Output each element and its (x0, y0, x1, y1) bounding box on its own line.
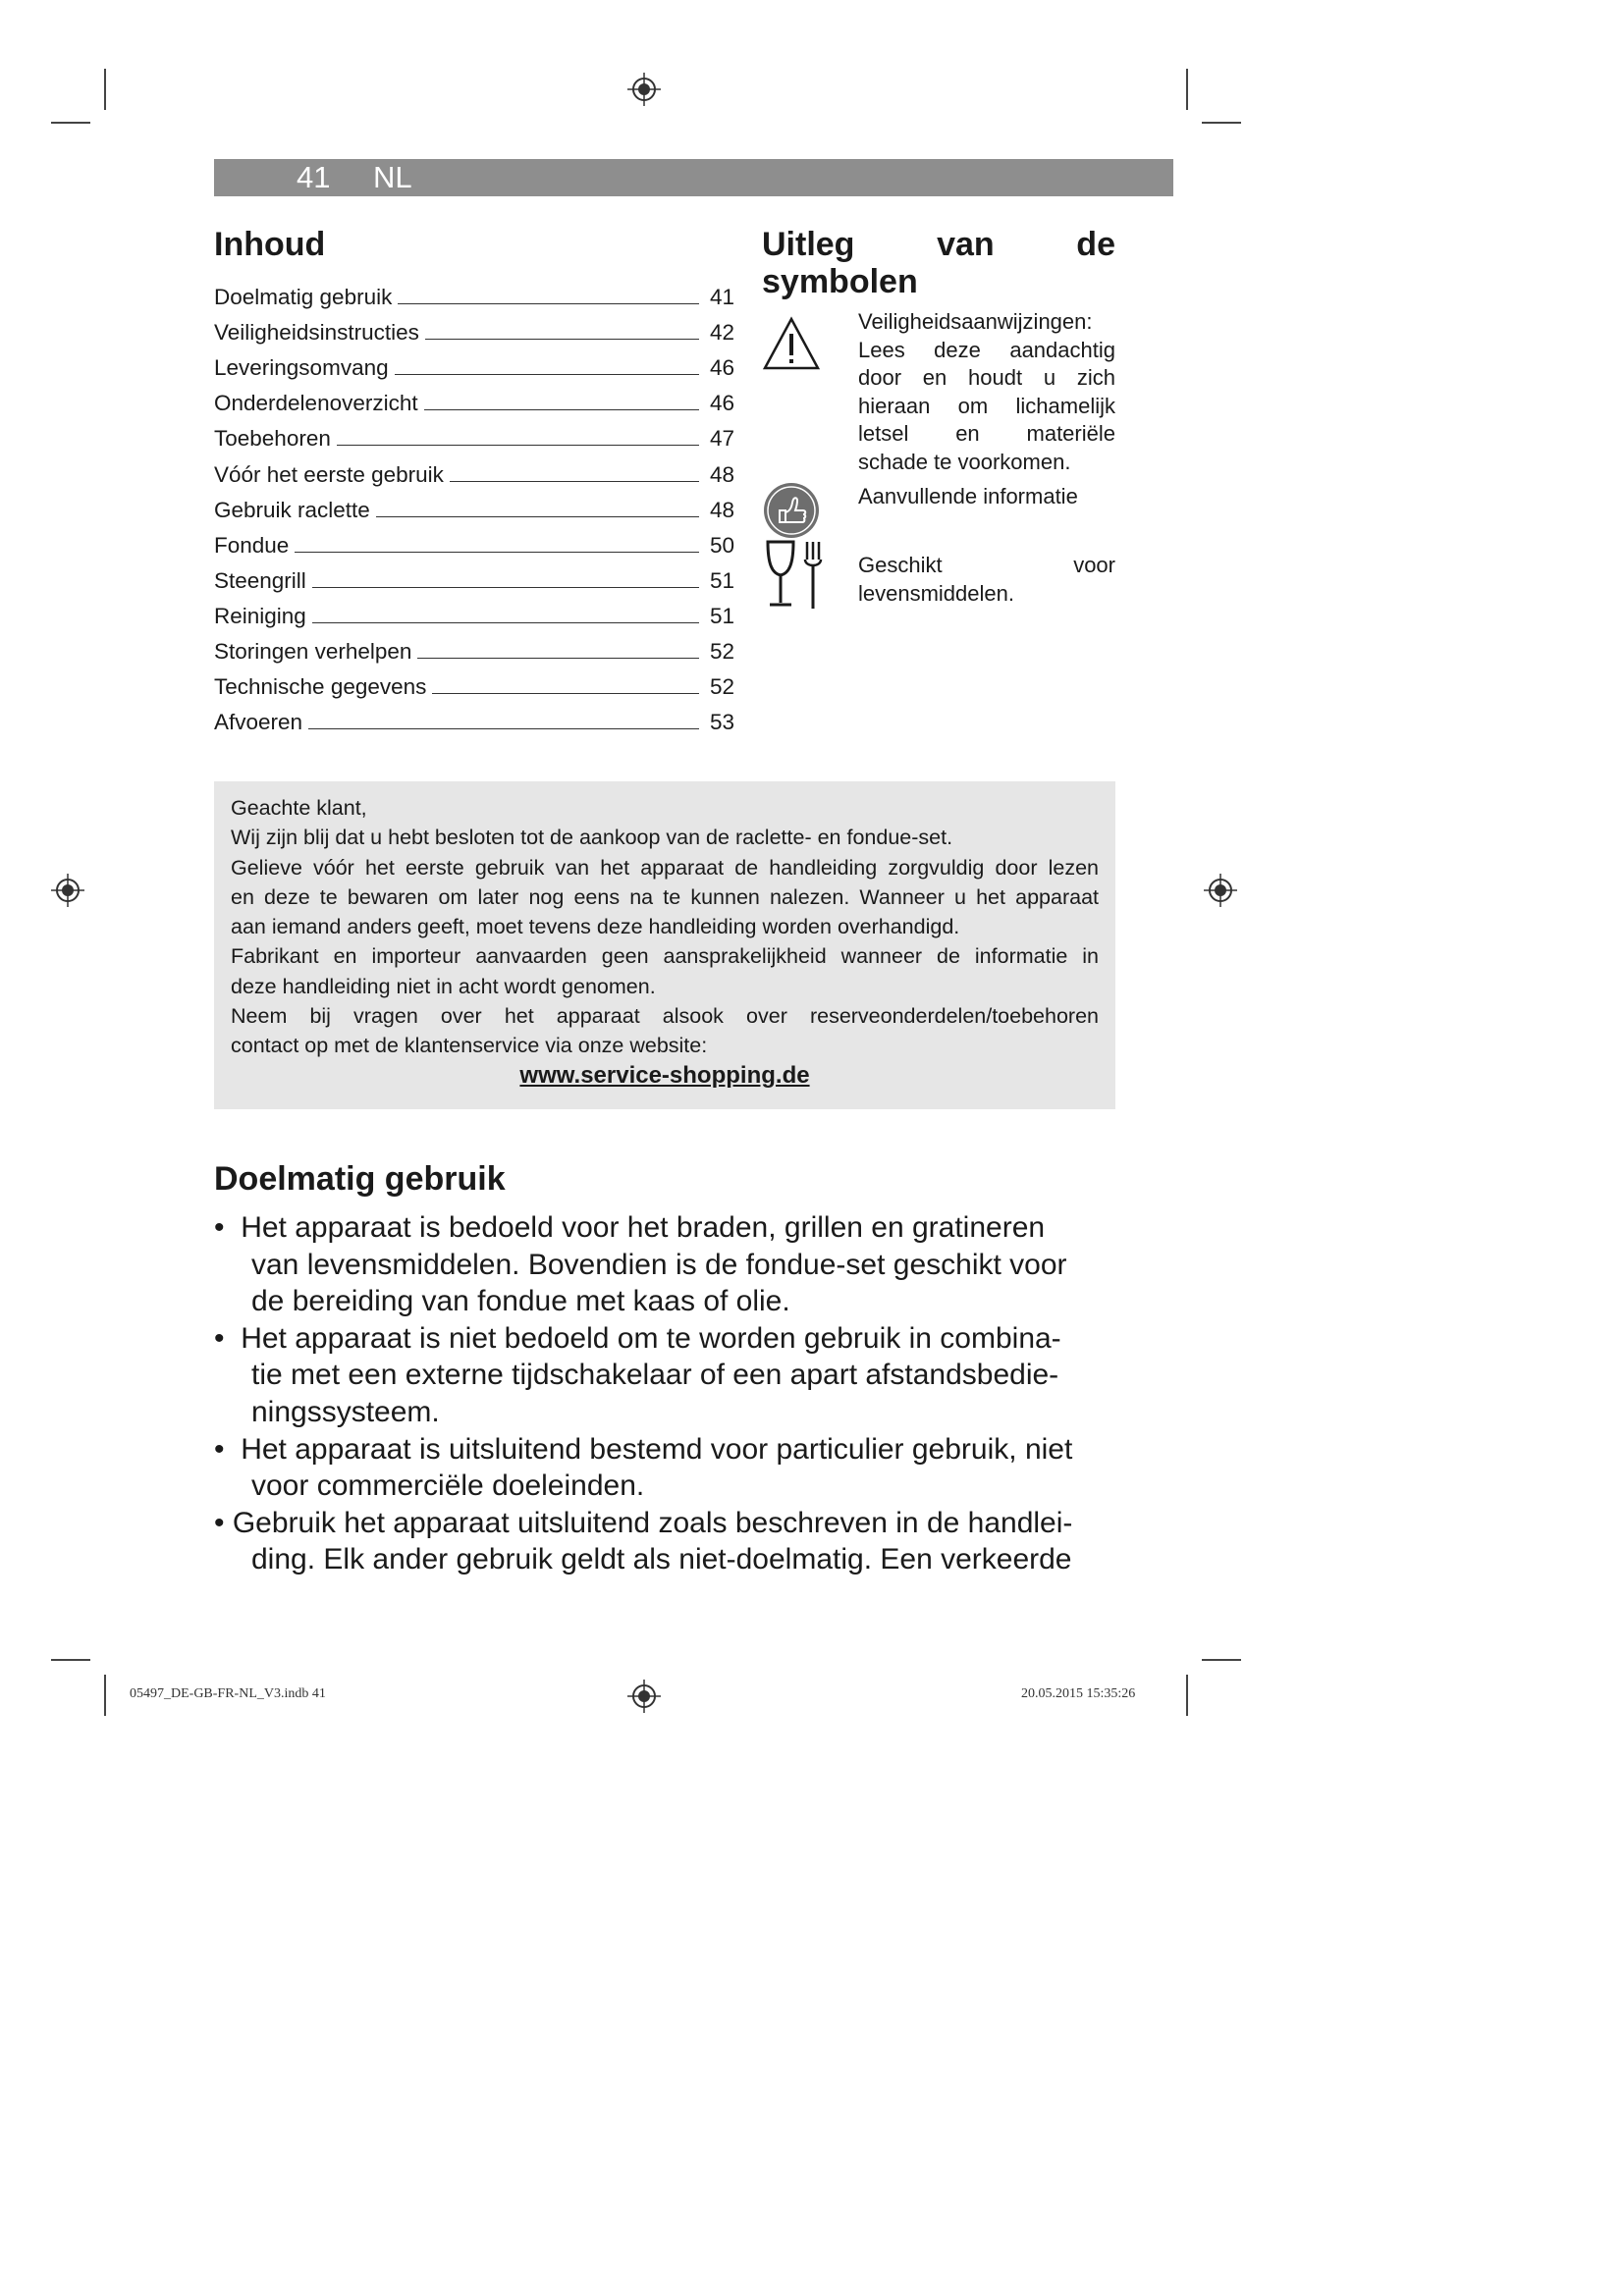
toc-entry-label: Reiniging (214, 603, 306, 628)
footer-timestamp: 20.05.2015 15:35:26 (1021, 1686, 1136, 1701)
toc-leader-line (417, 658, 699, 659)
toc-entry[interactable] (214, 310, 734, 346)
toc-entry-label: Veiligheidsinstructies (214, 320, 419, 346)
food-line: Geschikt voor (858, 553, 1115, 577)
notice-line: Wij zijn blij dat u hebt besloten tot de aankoop van de raclette- en fondue-set. (231, 826, 953, 850)
toc-leader-line (395, 374, 699, 375)
crop-mark (1186, 1675, 1188, 1716)
toc-entry-label: Doelmatig gebruik (214, 285, 393, 310)
symbols-legend (762, 226, 1115, 606)
list-item: • Gebruik het apparaat uitsluitend zoals beschreven in de handlei- (214, 1506, 1073, 1539)
notice-line: Fabrikant en importeur aanvaarden geen aansprakelijkheid wanneer de informatie in (231, 944, 1099, 969)
toc-entry[interactable] (214, 488, 734, 523)
crop-mark (1186, 69, 1188, 110)
list-item: • Het apparaat is bedoeld voor het braden, grillen en gratineren (214, 1211, 1046, 1244)
symbols-title (762, 226, 1115, 300)
crop-mark (1202, 122, 1241, 124)
toc-entry-label: Afvoeren (214, 710, 303, 735)
toc-entry-label: Vóór het eerste gebruik (214, 461, 444, 487)
toc-entry[interactable] (214, 629, 734, 665)
registration-mark-icon (51, 874, 84, 907)
toc-leader-line (425, 339, 699, 340)
toc-entry-page: 48 (709, 497, 734, 522)
warning-line: hieraan om lichamelijk (858, 393, 1115, 418)
warning-line: Veiligheidsaanwijzingen: (858, 309, 1093, 334)
service-website-link[interactable]: www.service-shopping.de (519, 1062, 810, 1089)
toc-entry-page: 42 (709, 320, 734, 346)
notice-line: deze handleiding niet in acht wordt genomen. (231, 974, 656, 998)
toc-entry-page: 46 (709, 391, 734, 416)
crop-mark (1202, 1659, 1241, 1661)
page-header-band (214, 159, 1173, 196)
list-item-continuation: tie met een externe tijdschakelaar of een apart afstandsbedie- (251, 1359, 1059, 1392)
toc-leader-line (376, 516, 699, 517)
toc-entry-page: 48 (709, 461, 734, 487)
toc-entry-page: 52 (709, 639, 734, 665)
list-item-continuation: ningssysteem. (251, 1395, 440, 1428)
toc-leader-line (312, 622, 699, 623)
info-description: Aanvullende informatie (858, 484, 1078, 508)
toc-entry[interactable] (214, 381, 734, 416)
toc-entry-label: Toebehoren (214, 426, 331, 452)
toc-leader-line (398, 303, 699, 304)
toc-entry-page: 52 (709, 674, 734, 700)
toc-list (214, 275, 734, 735)
list-item-continuation: de bereiding van fondue met kaas of olie. (251, 1285, 790, 1318)
list-item: • Het apparaat is niet bedoeld om te worden gebruik in combina- (214, 1321, 1061, 1355)
page-number: 41 (297, 160, 331, 194)
crop-mark (51, 1659, 90, 1661)
toc-entry[interactable] (214, 559, 734, 594)
notice-line: Geachte klant, (231, 796, 367, 820)
crop-mark (104, 69, 106, 110)
intended-use-section (214, 1160, 1117, 1199)
toc-entry-label: Leveringsomvang (214, 355, 389, 381)
toc-entry-label: Storingen verhelpen (214, 639, 412, 665)
toc-entry[interactable] (214, 523, 734, 559)
toc-entry-page: 46 (709, 355, 734, 381)
customer-notice-box (214, 781, 1115, 1109)
toc-title: Inhoud (214, 226, 326, 263)
toc-leader-line (450, 481, 699, 482)
list-item-continuation: voor commerciële doeleinden. (251, 1469, 645, 1503)
symbols-title-word: de (1076, 226, 1115, 263)
toc-entry-label: Steengrill (214, 567, 306, 593)
notice-line: Neem bij vragen over het apparaat alsook over reserveonderdelen/toebehoren (231, 1004, 1099, 1029)
toc-entry[interactable] (214, 665, 734, 700)
toc-entry-label: Fondue (214, 532, 290, 558)
crop-mark (51, 122, 90, 124)
toc-leader-line (337, 445, 699, 446)
toc-entry[interactable] (214, 452, 734, 487)
toc-entry[interactable] (214, 346, 734, 381)
symbols-title-word: Uitleg (762, 226, 855, 263)
warning-line: Lees deze aandachtig (858, 337, 1115, 362)
language-code: NL (373, 160, 412, 194)
footer-file-name: 05497_DE-GB-FR-NL_V3.indb 41 (130, 1686, 326, 1701)
food-safe-glass-fork-icon (764, 538, 827, 613)
toc-entry-page: 50 (709, 532, 734, 558)
registration-mark-icon (627, 1680, 661, 1713)
toc-entry-page: 51 (709, 603, 734, 628)
warning-triangle-icon (762, 316, 821, 371)
warning-line: door en houdt u zich (858, 365, 1115, 390)
toc-entry-label: Onderdelenoverzicht (214, 391, 418, 416)
toc-entry-label: Gebruik raclette (214, 497, 370, 522)
intended-use-list (214, 1209, 1117, 1578)
toc-leader-line (432, 693, 699, 694)
pointing-hand-icon (762, 481, 821, 540)
warning-line: schade te voorkomen. (858, 449, 1071, 474)
toc-leader-line (295, 552, 699, 553)
list-item-continuation: ding. Elk ander gebruik geldt als niet-doelmatig. Een verkeerde (251, 1543, 1072, 1576)
list-item-continuation: van levensmiddelen. Bovendien is de fondue-set geschikt voor (251, 1248, 1067, 1281)
notice-line: en deze te bewaren om later nog eens na te kunnen nalezen. Wanneer u het apparaat (231, 884, 1099, 909)
intended-use-title: Doelmatig gebruik (214, 1160, 506, 1198)
table-of-contents (214, 226, 734, 735)
toc-entry-label: Technische gegevens (214, 674, 427, 700)
list-item: • Het apparaat is uitsluitend bestemd voor particulier gebruik, niet (214, 1432, 1073, 1466)
registration-mark-icon (1204, 874, 1237, 907)
crop-mark (104, 1675, 106, 1716)
toc-entry[interactable] (214, 700, 734, 735)
toc-entry-page: 51 (709, 567, 734, 593)
symbols-title-word: van (937, 226, 995, 263)
notice-line: contact op met de klantenservice via onze website: (231, 1034, 708, 1058)
notice-line: Gelieve vóór het eerste gebruik van het apparaat de handleiding zorgvuldig door lezen (231, 855, 1099, 880)
food-description (858, 552, 1115, 608)
toc-entry-page: 47 (709, 426, 734, 452)
notice-line: aan iemand anders geeft, moet tevens deze handleiding worden overhandigd. (231, 915, 960, 939)
toc-entry[interactable] (214, 594, 734, 629)
notice-text (231, 793, 1099, 1061)
toc-entry[interactable] (214, 416, 734, 452)
toc-entry[interactable] (214, 275, 734, 310)
toc-entry-page: 53 (709, 710, 734, 735)
warning-description (858, 308, 1115, 476)
toc-leader-line (312, 587, 699, 588)
toc-leader-line (308, 728, 699, 729)
food-line: levensmiddelen. (858, 580, 1014, 606)
registration-mark-icon (627, 73, 661, 106)
symbols-title-line2: symbolen (762, 263, 918, 300)
warning-line: letsel en materiële (858, 421, 1115, 446)
toc-entry-page: 41 (709, 285, 734, 310)
toc-leader-line (424, 409, 699, 410)
